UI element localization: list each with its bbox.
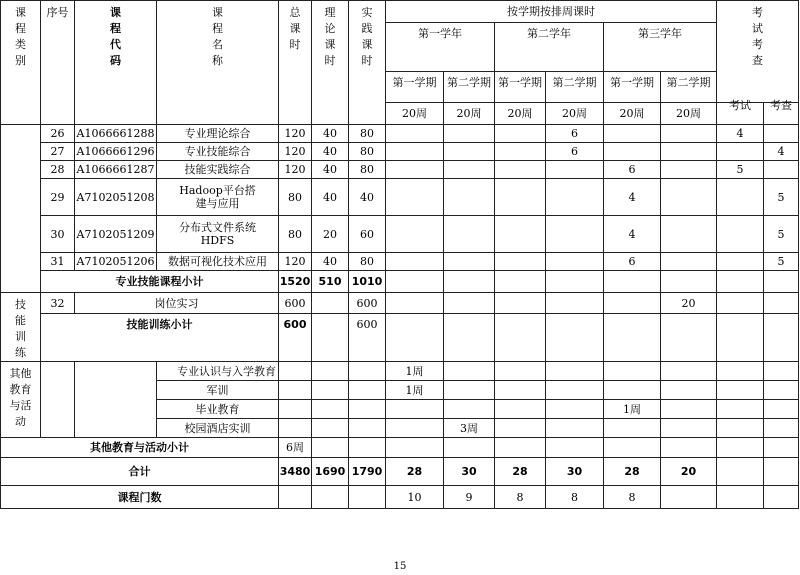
header-code: 课程代码 (75, 1, 157, 125)
total-label: 合计 (1, 458, 279, 486)
semester-cell (661, 253, 717, 271)
semester-cell (386, 143, 444, 161)
semester-cell (495, 216, 546, 253)
header-assess: 考试考查 (717, 1, 799, 103)
semester-cell (661, 143, 717, 161)
seq-cell: 32 (41, 293, 75, 314)
semester-cell (661, 486, 717, 509)
name-cell: 专业认识与入学教育 (157, 362, 279, 381)
code-cell: A7102051209 (75, 216, 157, 253)
semester-cell: 9 (444, 486, 495, 509)
theory-cell: 40 (312, 179, 349, 216)
table-row (1, 216, 799, 253)
header-total-hours: 总课时 (279, 1, 312, 125)
check-cell: 5 (764, 216, 799, 253)
semester-cell: 6 (546, 143, 604, 161)
semester-cell (495, 125, 546, 143)
semester-cell: 30 (546, 458, 604, 486)
header-semester: 第一学期 (604, 72, 661, 103)
header-weeks: 20周 (546, 103, 604, 125)
practice-cell: 600 (349, 314, 386, 362)
theory-cell: 20 (312, 216, 349, 253)
check-cell (764, 161, 799, 179)
name-cell: 校园酒店实训 (157, 419, 279, 438)
code-cell: A1066661287 (75, 161, 157, 179)
semester-cell (386, 125, 444, 143)
seq-cell: 29 (41, 179, 75, 216)
total-cell: 120 (279, 143, 312, 161)
semester-cell (546, 216, 604, 253)
total-cell: 3480 (279, 458, 312, 486)
name-cell: 分布式文件系统HDFS (157, 216, 279, 253)
check-cell: 4 (764, 143, 799, 161)
practice-cell: 60 (349, 216, 386, 253)
semester-cell: 8 (495, 486, 546, 509)
theory-cell: 40 (312, 161, 349, 179)
practice-cell: 600 (349, 293, 386, 314)
exam-cell (717, 143, 764, 161)
semester-cell: 28 (604, 458, 661, 486)
header-exam: 考试 (717, 95, 764, 117)
header-schedule: 按学期按排周课时 (386, 1, 717, 23)
page-number: 15 (393, 561, 407, 572)
subtotal-row (1, 438, 799, 458)
total-cell: 120 (279, 161, 312, 179)
total-cell: 600 (279, 293, 312, 314)
semester-cell (386, 253, 444, 271)
theory-cell: 40 (312, 143, 349, 161)
semester-cell: 8 (546, 486, 604, 509)
semester-cell (386, 179, 444, 216)
exam-cell (717, 253, 764, 271)
semester-cell: 1周 (386, 381, 444, 400)
table-row (1, 179, 799, 216)
header-year2: 第二学年 (495, 23, 604, 72)
semester-cell (495, 161, 546, 179)
theory-cell: 510 (312, 271, 349, 293)
semester-cell: 6 (604, 161, 661, 179)
semester-cell (546, 253, 604, 271)
name-cell: 毕业教育 (157, 400, 279, 419)
course-count-row (1, 486, 799, 509)
check-cell: 5 (764, 253, 799, 271)
semester-cell (495, 179, 546, 216)
total-cell: 120 (279, 253, 312, 271)
table-row (1, 293, 799, 314)
seq-cell: 30 (41, 216, 75, 253)
semester-cell (444, 143, 495, 161)
header-weeks: 20周 (444, 103, 495, 125)
header-check: 考查 (764, 95, 799, 117)
semester-cell: 20 (661, 458, 717, 486)
semester-cell: 3周 (444, 419, 495, 438)
header-weeks: 20周 (661, 103, 717, 125)
exam-cell: 5 (717, 161, 764, 179)
semester-cell (604, 143, 661, 161)
semester-cell: 4 (604, 216, 661, 253)
code-cell: A7102051208 (75, 179, 157, 216)
name-cell: 岗位实习 (75, 293, 279, 314)
semester-cell: 1周 (386, 362, 444, 381)
header-practice-hours: 实践课时 (349, 1, 386, 125)
name-cell: 技能实践综合 (157, 161, 279, 179)
practice-cell: 1790 (349, 458, 386, 486)
semester-cell (661, 161, 717, 179)
semester-cell (444, 161, 495, 179)
seq-cell: 27 (41, 143, 75, 161)
semester-cell: 1周 (604, 400, 661, 419)
header-year1: 第一学年 (386, 23, 495, 72)
code-cell: A1066661296 (75, 143, 157, 161)
total-cell: 80 (279, 216, 312, 253)
seq-cell: 31 (41, 253, 75, 271)
subtotal-row (1, 314, 799, 362)
semester-cell: 4 (604, 179, 661, 216)
practice-cell: 80 (349, 161, 386, 179)
semester-cell (495, 253, 546, 271)
header-semester: 第二学期 (661, 72, 717, 103)
theory-cell: 40 (312, 125, 349, 143)
practice-cell: 40 (349, 179, 386, 216)
category-cell (1, 125, 41, 293)
table-row (1, 253, 799, 271)
semester-cell: 20 (661, 293, 717, 314)
header-semester: 第一学期 (386, 72, 444, 103)
table-row (1, 161, 799, 179)
semester-cell (604, 125, 661, 143)
table-row (1, 362, 799, 381)
name-cell: Hadoop平台搭建与应用 (157, 179, 279, 216)
other-subtotal-label: 其他教育与活动小计 (1, 438, 279, 458)
exam-cell (717, 216, 764, 253)
semester-cell (444, 179, 495, 216)
check-cell: 5 (764, 179, 799, 216)
semester-cell (444, 253, 495, 271)
semester-cell (444, 216, 495, 253)
total-cell: 6周 (279, 438, 312, 458)
subtotal-row (1, 271, 799, 293)
name-cell: 数据可视化技术应用 (157, 253, 279, 271)
semester-cell: 6 (546, 125, 604, 143)
name-cell: 军训 (157, 381, 279, 400)
practice-cell: 80 (349, 125, 386, 143)
semester-cell: 28 (386, 458, 444, 486)
semester-cell: 10 (386, 486, 444, 509)
header-category: 课程类别 (1, 1, 41, 125)
semester-cell (546, 161, 604, 179)
semester-cell (444, 125, 495, 143)
semester-cell (661, 216, 717, 253)
header-semester: 第二学期 (444, 72, 495, 103)
seq-cell: 28 (41, 161, 75, 179)
skill-category: 技能训练 (1, 293, 41, 362)
name-cell: 专业技能综合 (157, 143, 279, 161)
semester-cell (386, 216, 444, 253)
header-theory-hours: 理论课时 (312, 1, 349, 125)
semester-cell (495, 143, 546, 161)
total-cell: 80 (279, 179, 312, 216)
header-weeks: 20周 (386, 103, 444, 125)
practice-cell: 80 (349, 253, 386, 271)
total-row (1, 458, 799, 486)
skill-subtotal-label: 技能训练小计 (41, 314, 279, 362)
header-weeks: 20周 (604, 103, 661, 125)
total-cell: 1520 (279, 271, 312, 293)
semester-cell (386, 161, 444, 179)
exam-cell (717, 179, 764, 216)
semester-cell: 30 (444, 458, 495, 486)
other-category: 其他教育与活动 (1, 362, 41, 438)
header-semester: 第一学期 (495, 72, 546, 103)
semester-cell: 6 (604, 253, 661, 271)
pro-subtotal-label: 专业技能课程小计 (41, 271, 279, 293)
header-semester: 第二学期 (546, 72, 604, 103)
seq-cell: 26 (41, 125, 75, 143)
header-name: 课程名称 (157, 1, 279, 125)
header-weeks: 20周 (495, 103, 546, 125)
semester-cell: 28 (495, 458, 546, 486)
theory-cell: 40 (312, 253, 349, 271)
code-cell: A7102051206 (75, 253, 157, 271)
semester-cell (546, 179, 604, 216)
total-cell: 120 (279, 125, 312, 143)
semester-cell: 8 (604, 486, 661, 509)
theory-cell: 1690 (312, 458, 349, 486)
exam-cell: 4 (717, 125, 764, 143)
semester-cell (661, 125, 717, 143)
semester-cell (661, 179, 717, 216)
header-seq: 序号 (41, 1, 75, 125)
practice-cell: 1010 (349, 271, 386, 293)
course-count-label: 课程门数 (1, 486, 279, 509)
practice-cell: 80 (349, 143, 386, 161)
header-year3: 第三学年 (604, 23, 717, 72)
total-cell: 600 (279, 314, 312, 362)
table-row (1, 125, 799, 143)
table-row (1, 143, 799, 161)
name-cell: 专业理论综合 (157, 125, 279, 143)
check-cell (764, 125, 799, 143)
code-cell: A1066661288 (75, 125, 157, 143)
